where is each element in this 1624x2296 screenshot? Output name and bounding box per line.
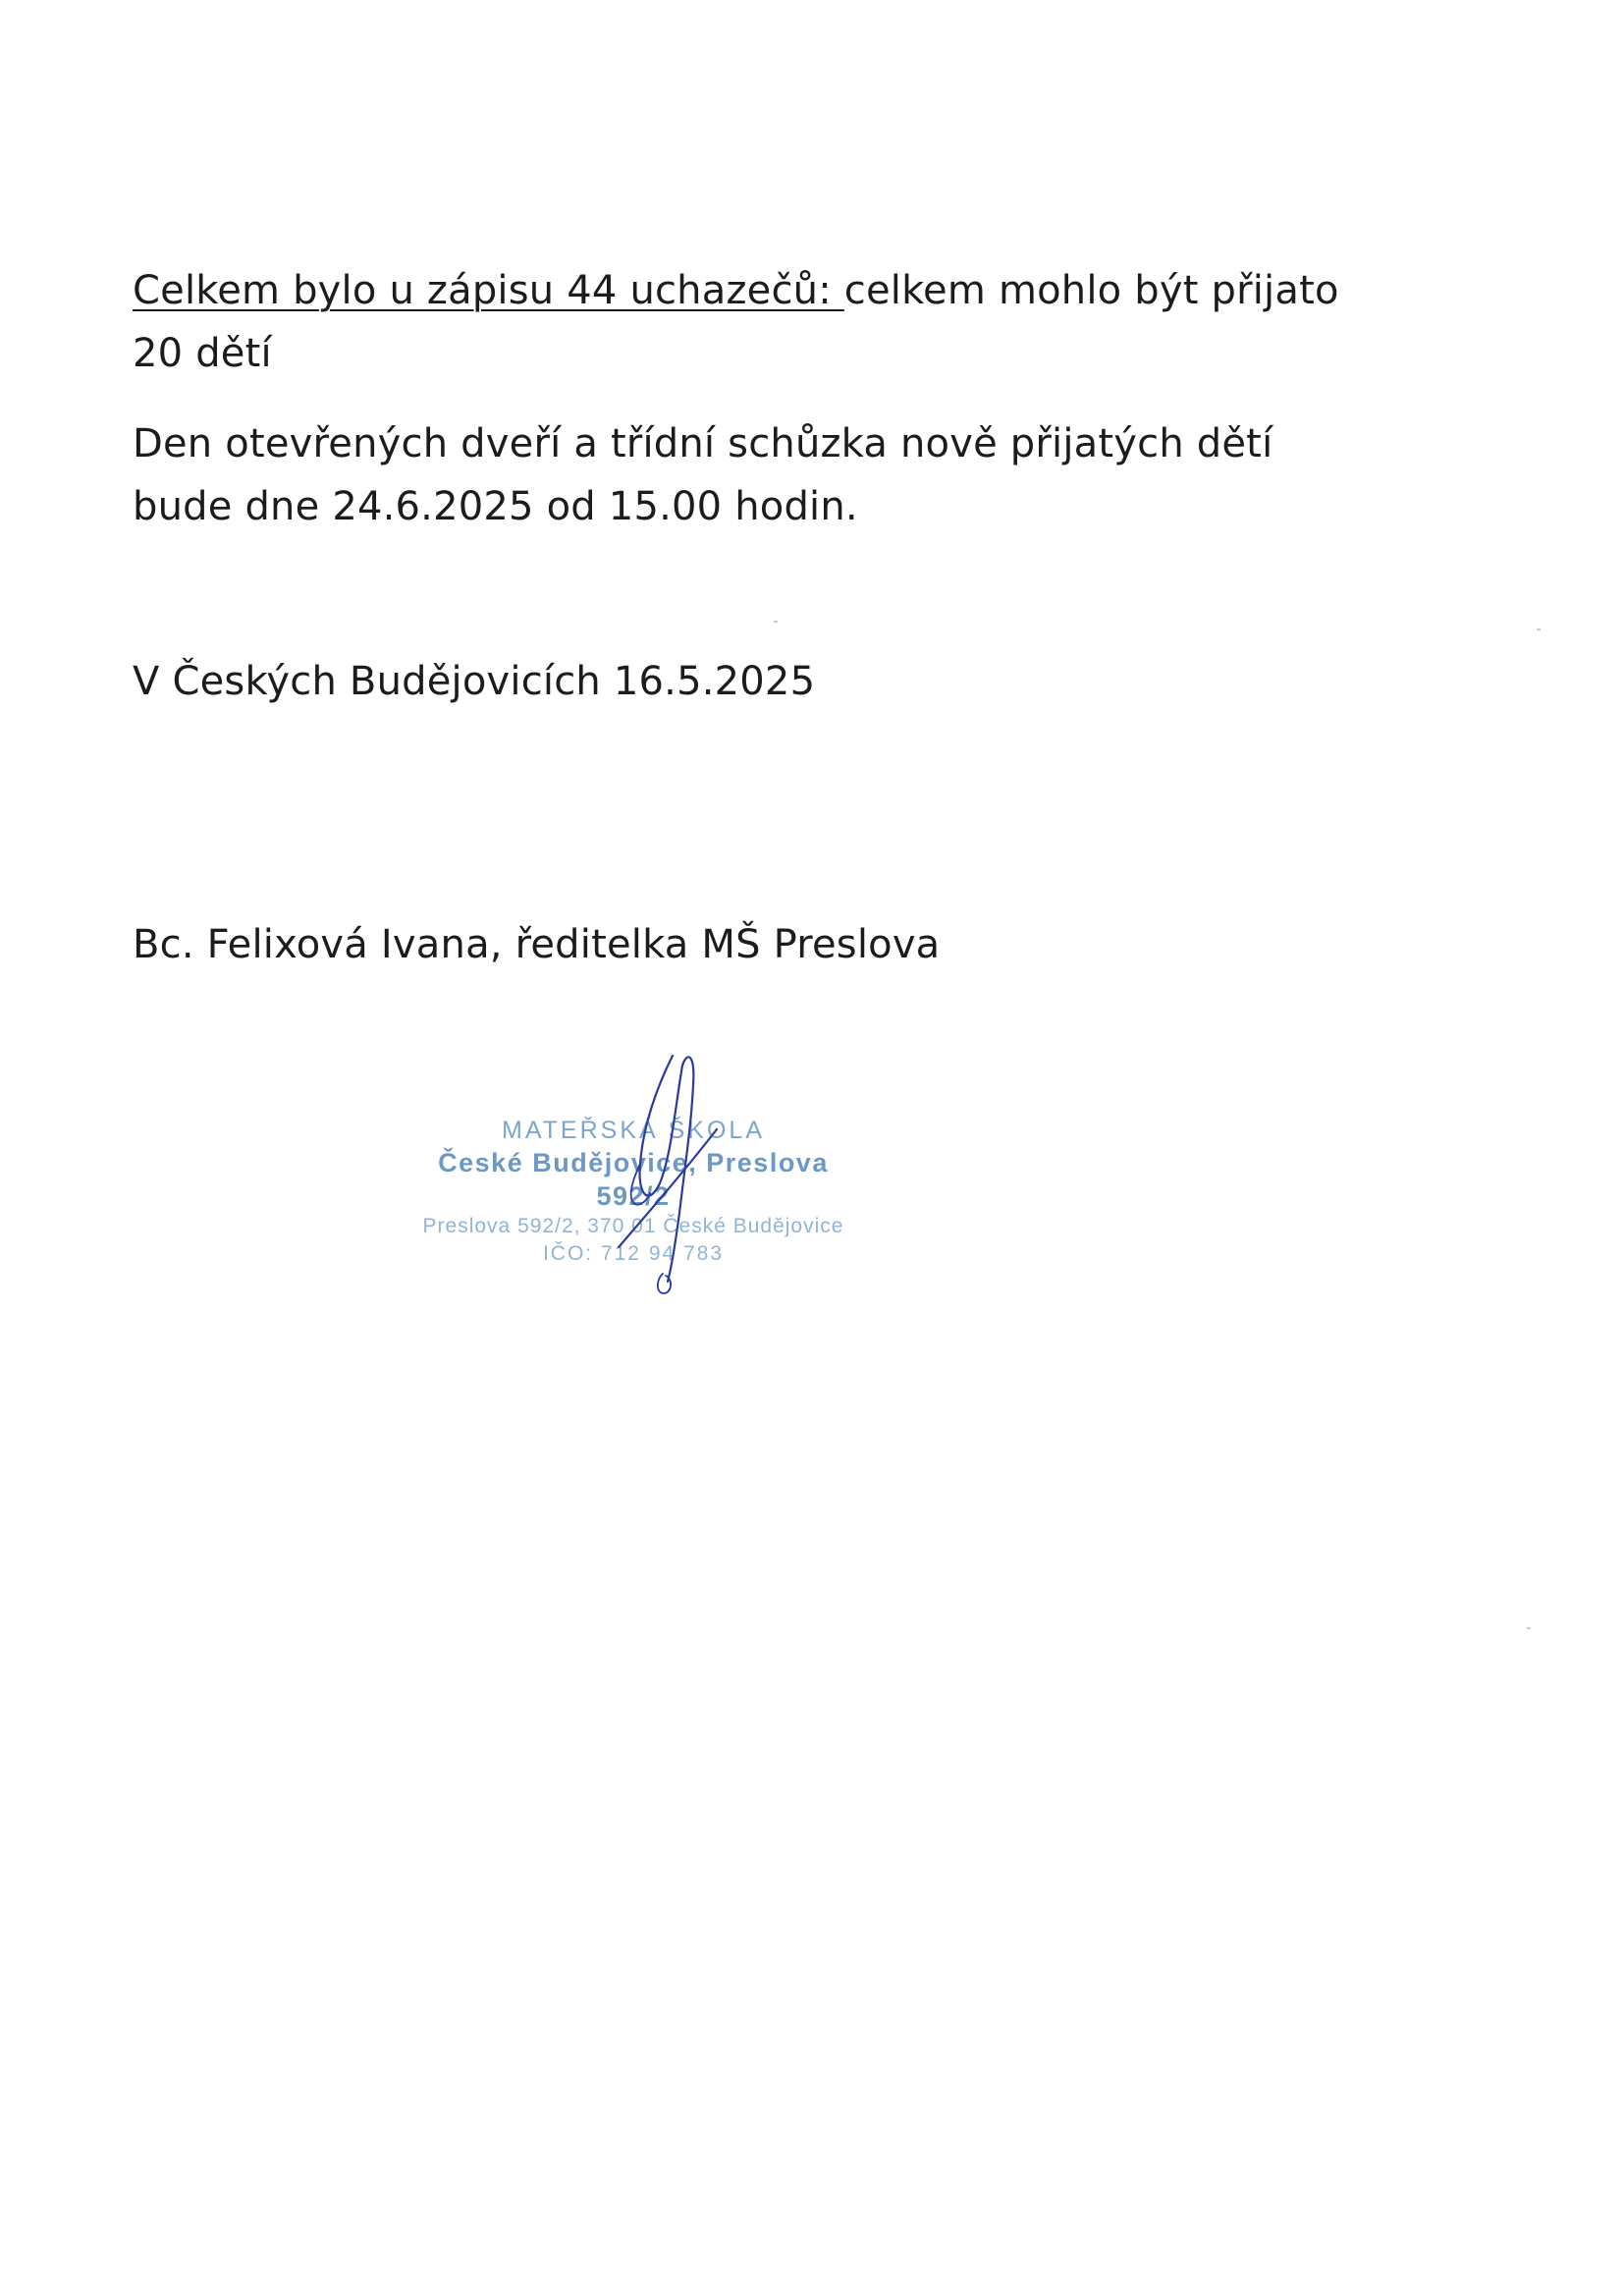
applicants-count-text: Celkem bylo u zápisu 44 uchazečů: — [133, 268, 844, 313]
open-day-line-2: bude dne 24.6.2025 od 15.00 hodin. — [133, 484, 858, 529]
admitted-capacity-text: celkem mohlo být přijato — [843, 268, 1339, 313]
signatory-line: Bc. Felixová Ivana, ředitelka MŠ Preslova — [133, 922, 941, 967]
stamp-line-3: Preslova 592/2, 370 01 České Budějovice — [422, 1215, 844, 1237]
scan-speck — [1537, 629, 1541, 630]
stamp-line-1: MATEŘSKÁ ŠKOLA — [502, 1117, 765, 1144]
applicants-line-1 — [133, 259, 1339, 322]
handwritten-signature — [589, 1046, 746, 1301]
scan-speck — [774, 621, 778, 623]
stamp-line-4: IČO: 712 94 783 — [542, 1242, 725, 1265]
stamp-line-2: České Budějovice, Preslova 592/2 — [438, 1148, 829, 1211]
applicants-line-2: 20 dětí — [133, 331, 272, 376]
open-day-line-1: Den otevřených dveří a třídní schůzka nově přijatých dětí — [133, 421, 1273, 466]
paragraph-applicants — [133, 259, 1339, 385]
place-and-date: V Českých Budějovicích 16.5.2025 — [133, 659, 816, 704]
paragraph-open-day — [133, 412, 1272, 538]
scan-speck — [1527, 1627, 1531, 1629]
